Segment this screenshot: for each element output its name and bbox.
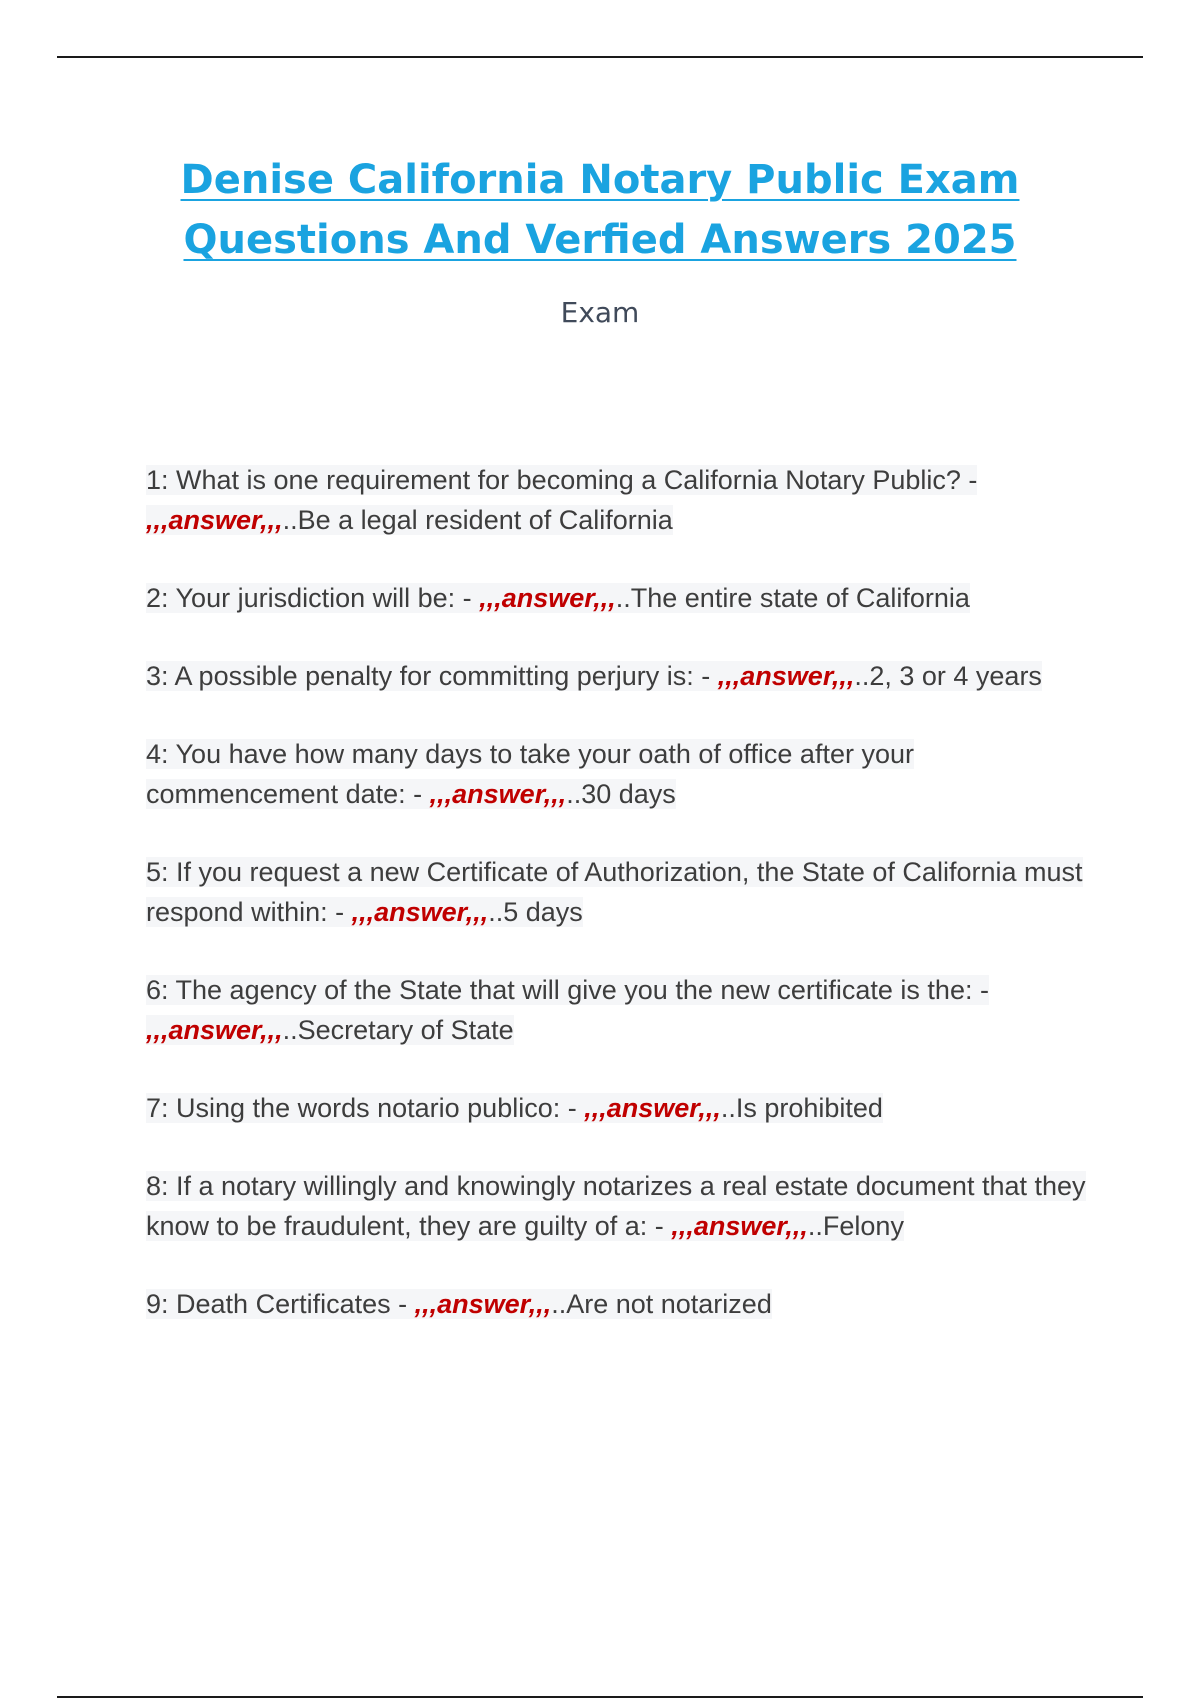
question-text: 4: You have how many days to take your oath of office after your commencement date: - — [146, 739, 914, 809]
answer-text: ..30 days — [566, 779, 676, 809]
qa-item-6 — [146, 970, 1086, 1050]
document-title — [120, 150, 1080, 270]
answer-tag: ,,,answer,,, — [479, 583, 616, 613]
qa-item-8 — [146, 1166, 1086, 1246]
answer-tag: ,,,answer,,, — [717, 661, 855, 691]
qa-item-2 — [146, 578, 1086, 618]
answer-tag: ,,,answer,,, — [429, 779, 567, 809]
question-text: 7: Using the words notario publico: - — [146, 1093, 577, 1123]
question-text: 1: What is one requirement for becoming a California Notary Public? - — [146, 465, 978, 495]
question-text: 5: If you request a new Certificate of Authorization, the State of California must respond within: - — [146, 857, 1083, 927]
qa-item-9 — [146, 1284, 1086, 1324]
qa-item-1 — [146, 460, 1086, 540]
answer-tag: ,,,answer,,, — [351, 897, 489, 927]
answer-text: ..Secretary of State — [282, 1015, 514, 1045]
question-text: 8: If a notary willingly and knowingly notarizes a real estate document that they know to be fraudulent, they are guilty of a: - — [146, 1171, 1086, 1241]
question-text: 2: Your jurisdiction will be: - — [146, 583, 472, 613]
qa-item-3 — [146, 656, 1086, 696]
question-text: 3: A possible penalty for committing perjury is: - — [146, 661, 711, 691]
qa-item-4 — [146, 734, 1086, 814]
answer-text: ..5 days — [488, 897, 583, 927]
bottom-divider — [57, 1696, 1143, 1698]
answer-text: ..Is prohibited — [720, 1093, 883, 1123]
answer-text: ..Felony — [807, 1211, 904, 1241]
answer-tag: ,,,answer,,, — [414, 1289, 552, 1319]
question-text: 9: Death Certificates - — [146, 1289, 408, 1319]
title-line-1: Denise California Notary Public Exam — [180, 157, 1020, 203]
title-line-2: Questions And Verfied Answers 2025 — [183, 217, 1017, 263]
question-text: 6: The agency of the State that will give you the new certificate is the: - — [146, 975, 989, 1005]
answer-text: ..Are not notarized — [551, 1289, 772, 1319]
answer-text: ..Be a legal resident of California — [282, 505, 673, 535]
answer-tag: ,,,answer,,, — [584, 1093, 721, 1123]
answer-text: ..2, 3 or 4 years — [854, 661, 1042, 691]
answer-tag: ,,,answer,,, — [671, 1211, 808, 1241]
answer-text: ..The entire state of California — [615, 583, 970, 613]
qa-item-7 — [146, 1088, 1086, 1128]
top-divider — [57, 56, 1143, 58]
qa-list — [146, 460, 1086, 1362]
answer-tag: ,,,answer,,, — [146, 1015, 283, 1045]
qa-item-5 — [146, 852, 1086, 932]
answer-tag: ,,,answer,,, — [146, 505, 283, 535]
document-subtitle: Exam — [560, 296, 640, 329]
